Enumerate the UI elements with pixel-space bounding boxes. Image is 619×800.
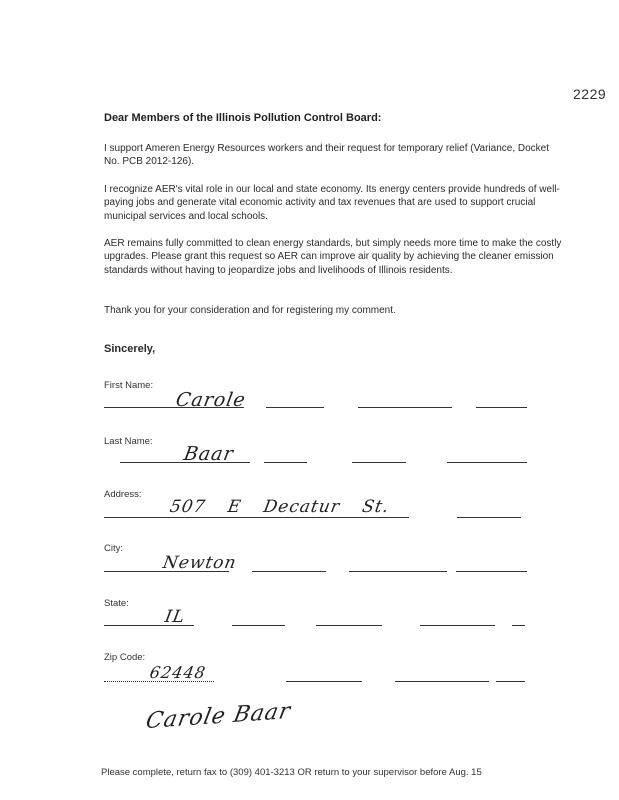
blank-line — [476, 407, 527, 408]
city-value[interactable]: Newton — [161, 553, 239, 573]
first-name-line — [104, 407, 244, 408]
first-name-value[interactable]: Carole — [174, 389, 248, 411]
paragraph-economy: I recognize AER's vital role in our local and state economy. Its energy centers provide hundreds of well-paying jobs and generate vital economic activity and tax revenues that are used to support crucial municipal services and local schools. — [104, 184, 560, 222]
letter-heading: Dear Members of the Illinois Pollution Control Board: — [104, 112, 382, 124]
zip-code-value[interactable]: 62448 — [148, 663, 208, 682]
state-label: State: — [104, 598, 129, 609]
closing: Sincerely, — [104, 343, 156, 355]
state-line — [104, 625, 194, 626]
blank-line — [316, 625, 382, 626]
signature: Carole Baar — [143, 698, 293, 735]
blank-line — [512, 625, 525, 626]
footer-instructions: Please complete, return fax to (309) 401-3213 OR return to your supervisor before Aug. 15 — [101, 767, 482, 778]
blank-line — [264, 462, 307, 463]
page-number: 2229 — [573, 86, 607, 102]
blank-line — [457, 517, 521, 518]
blank-line — [232, 625, 285, 626]
state-value[interactable]: IL — [163, 607, 187, 627]
address-value[interactable]: 507 E Decatur St. — [168, 497, 391, 517]
last-name-label: Last Name: — [104, 436, 153, 447]
zip-code-line — [104, 681, 214, 682]
blank-line — [352, 462, 406, 463]
blank-line — [420, 625, 495, 626]
city-line — [104, 571, 229, 572]
address-line — [104, 517, 409, 518]
first-name-label: First Name: — [104, 380, 154, 391]
blank-line — [286, 681, 362, 682]
blank-line — [349, 571, 447, 572]
blank-line — [456, 571, 527, 572]
paragraph-standards: AER remains fully committed to clean energy standards, but simply needs more time to make the costly upgrades. Please grant this request so AER can improve air quality by achieving the cleaner emission standards without having to jeopardize jobs and livelihoods of Illinois residents. — [104, 238, 562, 276]
paragraph-support: I support Ameren Energy Resources workers and their request for temporary relief (Variance, Docket No. PCB 2012-126). — [104, 143, 550, 168]
address-label: Address: — [104, 489, 142, 500]
blank-line — [252, 571, 326, 572]
last-name-line — [120, 462, 250, 463]
blank-line — [266, 407, 324, 408]
blank-line — [447, 462, 527, 463]
blank-line — [496, 681, 525, 682]
blank-line — [358, 407, 452, 408]
city-label: City: — [104, 543, 123, 554]
blank-line — [395, 681, 489, 682]
zip-code-label: Zip Code: — [104, 652, 146, 663]
last-name-value[interactable]: Baar — [182, 443, 236, 465]
paragraph-thanks: Thank you for your consideration and for registering my comment. — [104, 305, 396, 316]
